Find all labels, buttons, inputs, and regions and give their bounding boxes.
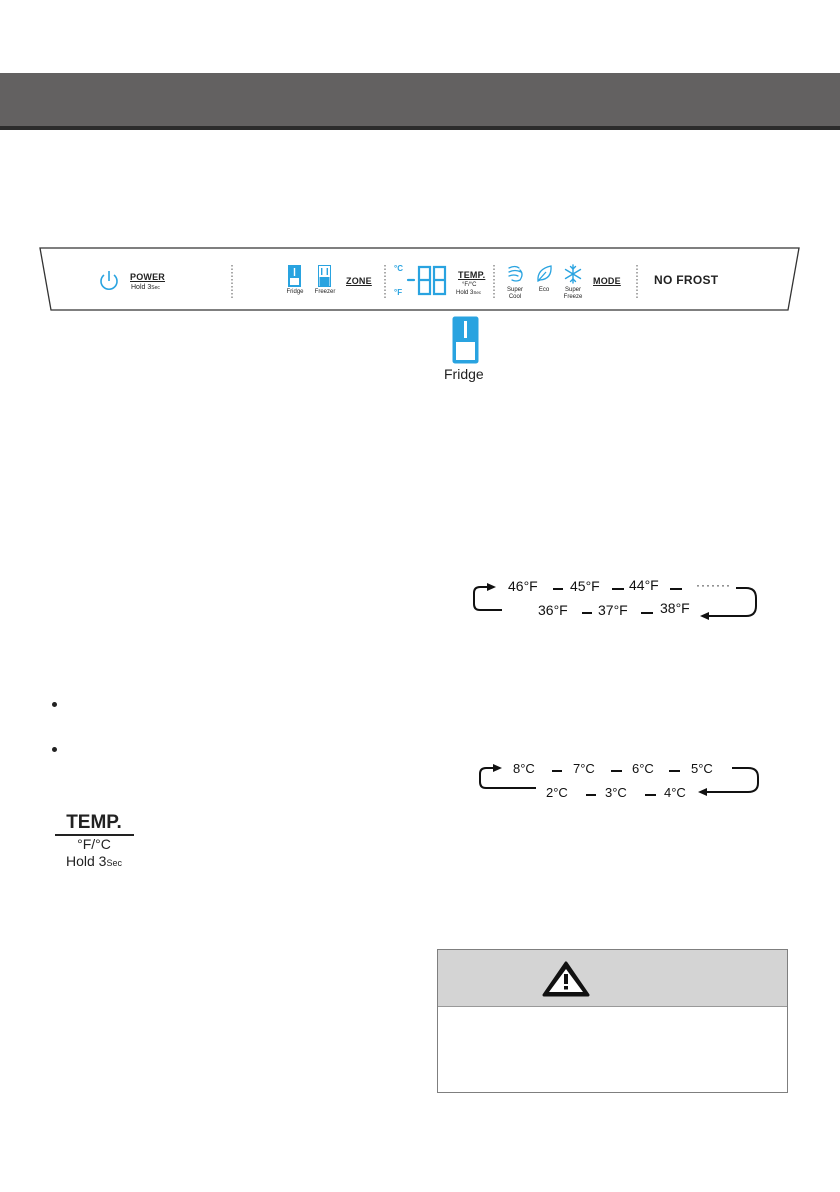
header-band — [0, 73, 840, 130]
power-label: POWER — [130, 272, 166, 282]
sequence-dash — [611, 770, 622, 772]
temp-key-illustration — [52, 812, 136, 871]
sequence-continuation: ······· — [696, 578, 731, 592]
super-cool-icon[interactable] — [507, 264, 525, 284]
no-frost-logo: NO FROST — [654, 273, 719, 287]
sequence-dash — [553, 588, 563, 590]
fahrenheit-value: 36°F — [538, 602, 568, 618]
sequence-dash — [669, 770, 680, 772]
seven-segment-display — [406, 265, 448, 297]
zone-label: ZONE — [346, 276, 372, 286]
sequence-dash — [645, 794, 656, 796]
sequence-dash — [586, 794, 596, 796]
fahrenheit-value: 45°F — [570, 578, 600, 594]
snowflake-icon[interactable] — [564, 264, 582, 284]
fridge-zone-icon[interactable] — [288, 265, 301, 287]
sequence-dash — [612, 588, 624, 590]
fridge-zone-large-icon — [452, 316, 479, 364]
fahrenheit-value: 44°F — [629, 577, 659, 593]
warning-triangle-icon — [541, 960, 591, 998]
freezer-zone-label: Freezer — [314, 289, 336, 295]
sequence-dash — [641, 612, 653, 614]
celsius-value: 7°C — [573, 761, 595, 776]
temp-key-unit: °F/°C — [77, 836, 111, 852]
control-panel — [38, 245, 801, 313]
fahrenheit-value: 37°F — [598, 602, 628, 618]
celsius-value: 3°C — [605, 785, 627, 800]
celsius-value: 8°C — [513, 761, 535, 776]
sequence-dash — [670, 588, 682, 590]
mode-label: MODE — [593, 276, 621, 286]
bullet-point — [52, 702, 57, 707]
temp-unit-toggle: °F/°C — [462, 282, 477, 288]
super-freeze-label: Super Freeze — [563, 287, 583, 300]
sequence-dash — [582, 612, 592, 614]
celsius-value: 5°C — [691, 761, 713, 776]
warning-box — [437, 949, 788, 1093]
super-cool-label: Super Cool — [506, 287, 523, 300]
temp-hold-label: Hold 3Sec — [456, 290, 482, 296]
warning-header — [438, 950, 787, 1007]
freezer-zone-icon[interactable] — [318, 265, 331, 287]
fridge-zone-large-label: Fridge — [444, 366, 484, 382]
celsius-value: 4°C — [664, 785, 686, 800]
fridge-zone-label: Fridge — [286, 289, 304, 295]
bullet-point — [52, 747, 57, 752]
header-underline — [0, 126, 840, 130]
power-icon[interactable] — [98, 269, 120, 293]
fahrenheit-value: 38°F — [660, 600, 690, 616]
sequence-dash — [552, 770, 562, 772]
temp-key-title: TEMP. — [66, 812, 122, 833]
eco-leaf-icon[interactable] — [535, 264, 553, 284]
power-hold-label: Hold 3Sec — [131, 284, 160, 291]
celsius-value: 6°C — [632, 761, 654, 776]
temp-label: TEMP. — [458, 270, 486, 280]
fahrenheit-value: 46°F — [508, 578, 538, 594]
celsius-indicator: °C — [394, 264, 403, 273]
eco-label: Eco — [538, 287, 550, 293]
temp-key-hold: Hold 3Sec — [66, 853, 122, 869]
celsius-value: 2°C — [546, 785, 568, 800]
fahrenheit-indicator: °F — [394, 288, 403, 297]
